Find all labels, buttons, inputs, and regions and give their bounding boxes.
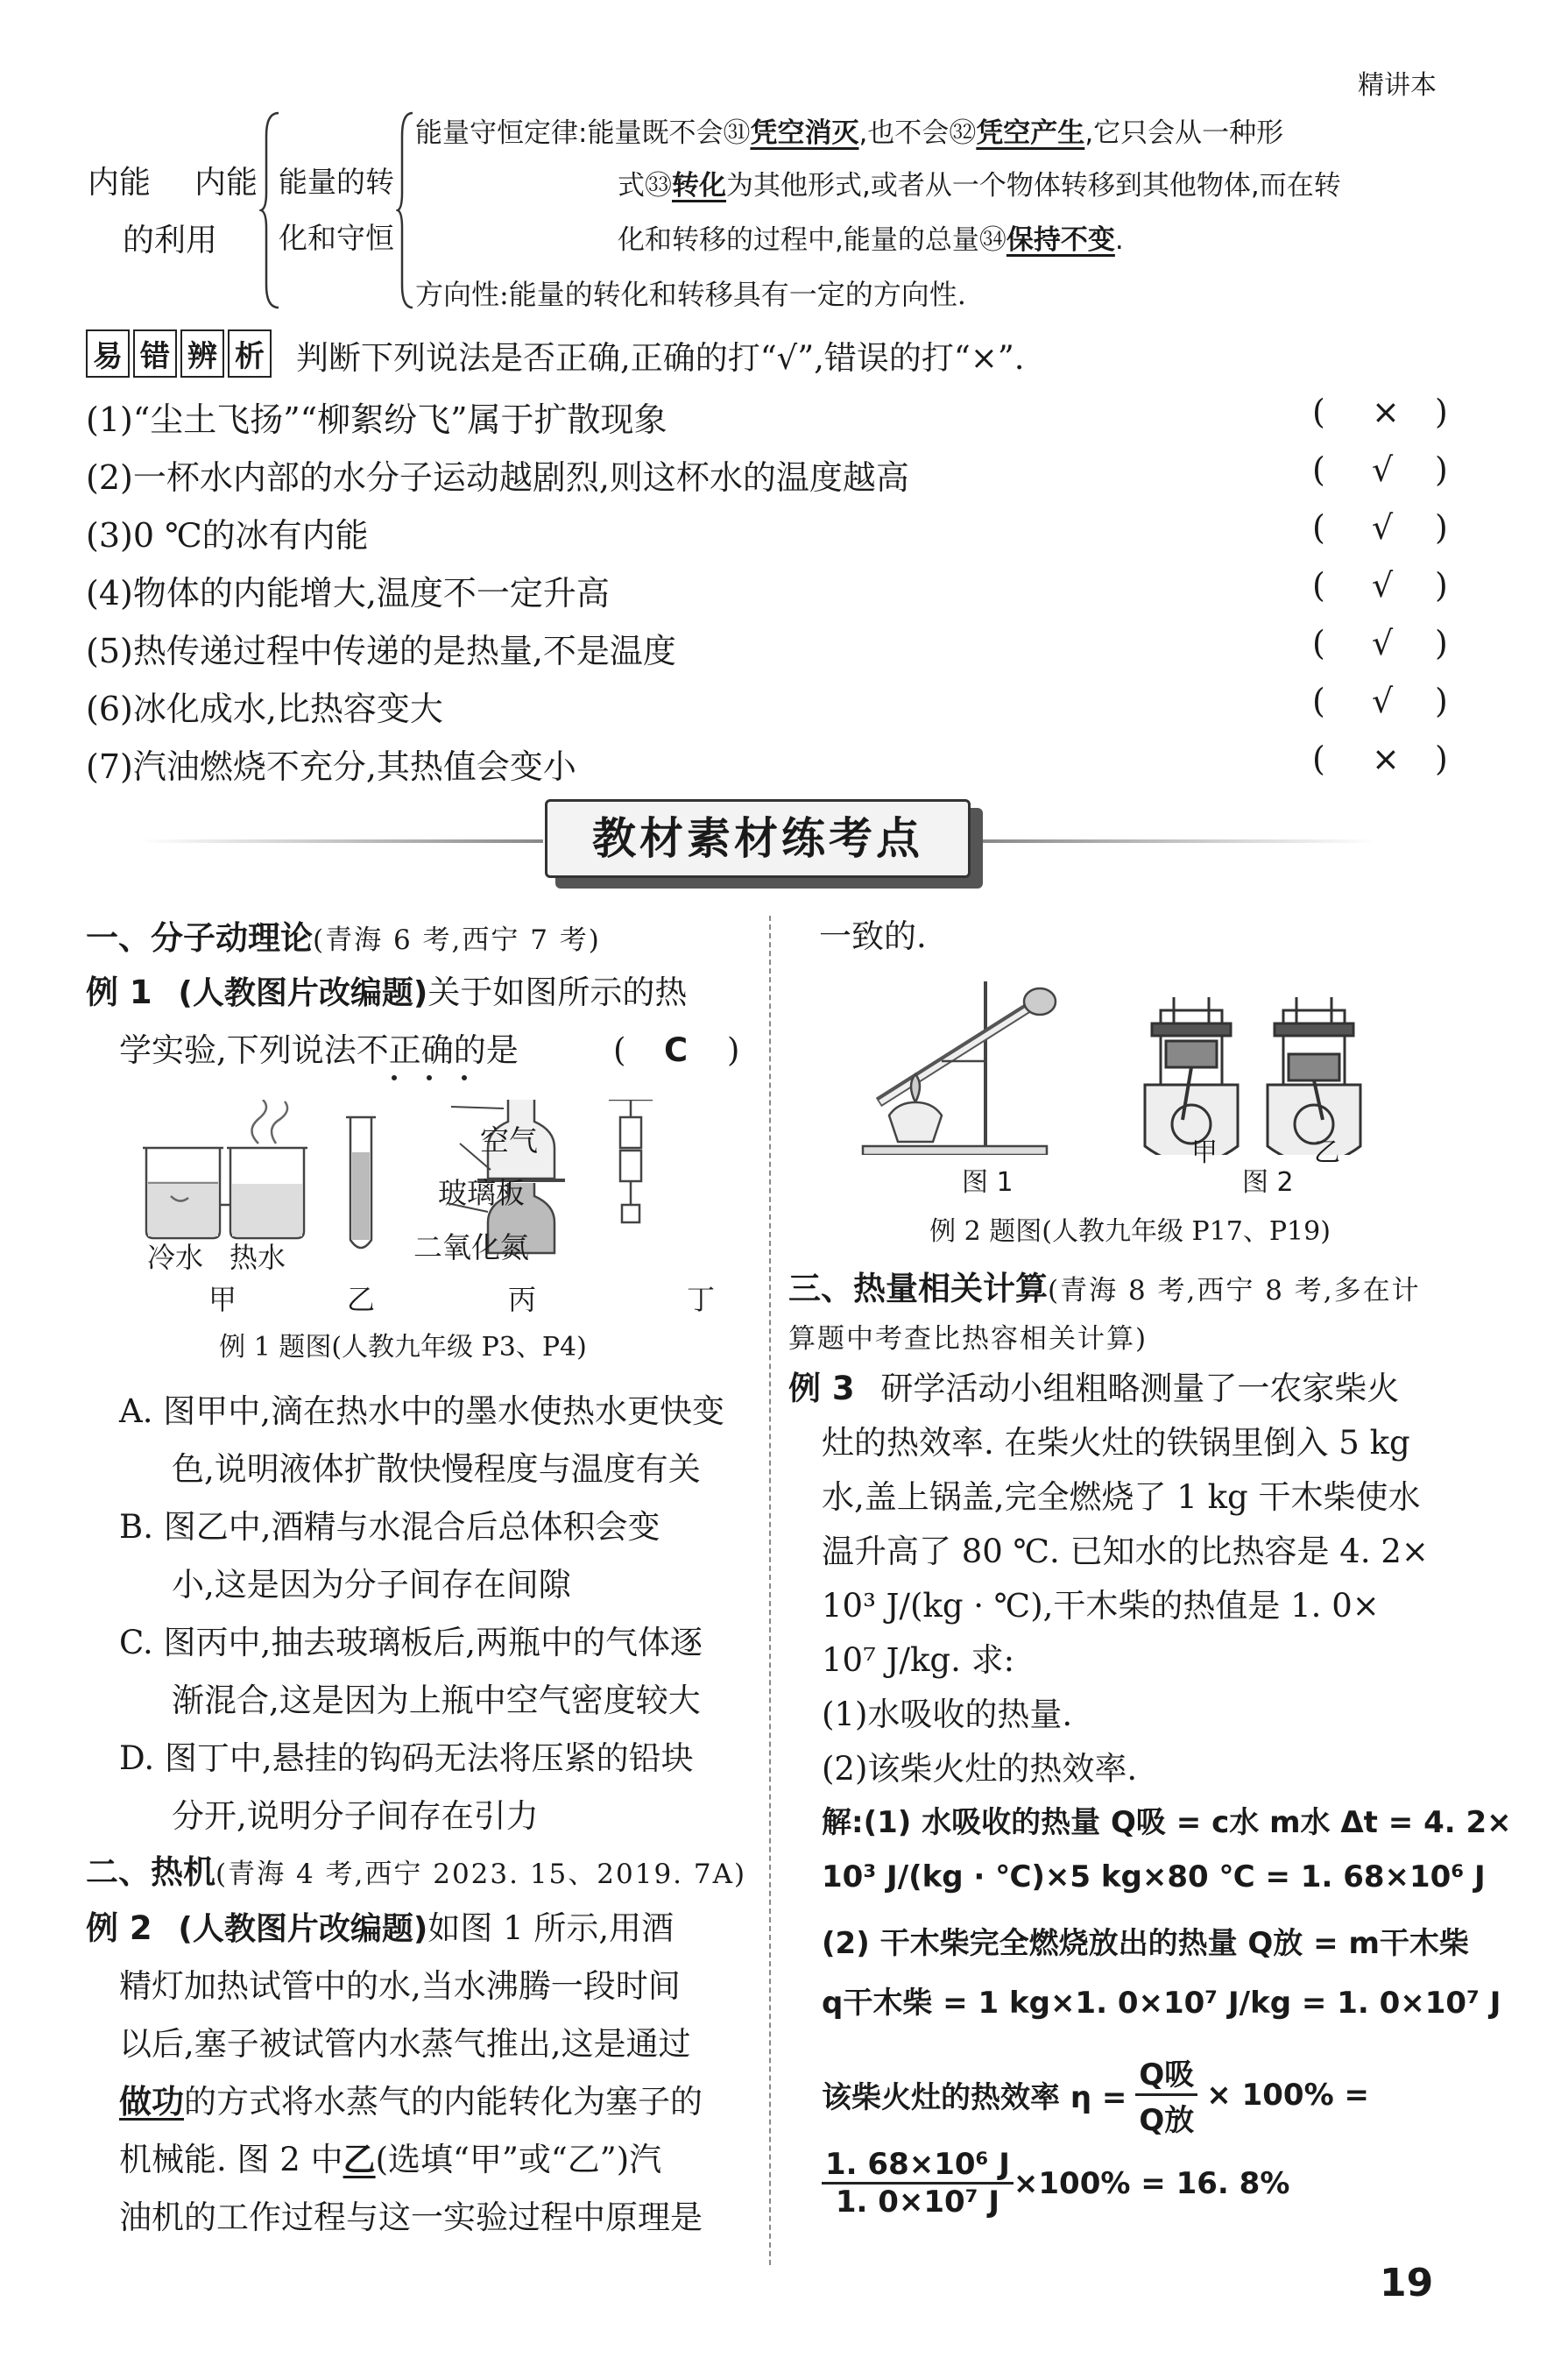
solution-step2-a: (2) 干木柴完全燃烧放出的热量 Q放 = m干木柴 [822,1926,1469,1961]
kp-line3-post: . [1114,224,1124,256]
ex2-text-6: 油机的工作过程与这一实验过程中原理是 [119,2199,703,2236]
paren-close: ) [1435,624,1448,662]
ex1-question-2: 学实验,下列说法不正确的是 [119,1031,519,1069]
error-check-tag [86,329,272,378]
sec3-title: 三、热量相关计算 [788,1270,1048,1307]
solution-step3-c: ×100% = 16. 8% [1013,2165,1290,2201]
ex2-source: (人教图片改编题) [178,1911,428,1947]
tag-char-3: 辨 [180,329,224,378]
sec2-title: 二、热机 [86,1853,215,1891]
sec1-title: 一、分子动理论 [86,919,313,957]
kp-mid2: ,它只会从一种形 [1084,117,1284,149]
column-divider [769,916,771,2265]
page-number: 19 [1380,2261,1434,2305]
solution-step3 [822,2050,1369,2139]
solution-step3-b: × 100% = [1206,2077,1369,2113]
kp-branch-label: 内能 [194,165,258,201]
banner-title: 教材素材练考点 [545,799,971,878]
fraction-denominator: Q放 [1139,2103,1195,2138]
kp-answer-32: 凭空产生 [976,117,1085,149]
fig1-label-cold: 冷水 [147,1241,204,1274]
fig1-label-ding: 丁 [687,1283,716,1316]
option-c-line2: 渐混合,这是因为上瓶中空气密度较大 [172,1682,701,1719]
kp-num-32: ㉜ [949,117,977,149]
ex3-text-2: 灶的热效率. 在柴火灶的铁锅里倒入 5 kg [822,1424,1410,1462]
ex3-text-1: 研学活动小组粗略测量了一农家柴火 [880,1370,1400,1407]
paren-close: ) [1435,450,1448,489]
ex2-label: 例 2 [86,1909,152,1947]
kp-law-line2 [618,159,1341,212]
kp-law-prefix: 能量守恒定律:能量既不会 [415,117,724,149]
error-item-7 [86,740,1448,788]
error-item-1 [86,393,1448,441]
solution-step1-a: (1) 水吸收的热量 Q吸 = c水 m水 Δt = 4. 2× [863,1805,1512,1840]
ex2-continuation: 一致的. [819,917,927,955]
paren-close: ) [1435,682,1448,720]
tag-char-1: 易 [86,329,130,378]
beaker-cold-icon [143,1148,223,1238]
ex2-text-1: 如图 1 所示,用酒 [427,1909,675,1947]
error-item-5 [86,624,1448,672]
solution-label: 解: [822,1805,864,1840]
kp-mid1: ,也不会 [858,117,950,149]
error-item-4 [86,566,1448,614]
efficiency-fraction [1135,2050,1197,2139]
ex3-text-7: (1)水吸收的热量. [822,1696,1073,1733]
banner-rule-left [140,839,543,843]
error-check-instruction: 判断下列说法是否正确,正确的打“√”,错误的打“×”. [296,339,1025,377]
kp-sub-line1: 能量的转 [279,165,394,199]
error-item-text: (6)冰化成水,比热容变大 [86,690,443,728]
fig2-label-yi: 乙 [1314,1137,1340,1168]
fig1-label-bing: 丙 [508,1283,537,1316]
ex2-answer-2: 乙 [343,2141,376,2178]
fig2-label-1: 图 1 [962,1167,1014,1198]
ex3-label: 例 3 [788,1370,855,1407]
error-mark: × [1372,740,1400,778]
ex3-text-3: 水,盖上锅盖,完全燃烧了 1 kg 干木柴使水 [822,1478,1421,1516]
kp-num-31: ㉛ [723,117,751,149]
option-b-line1: B. 图乙中,酒精与水混合后总体积会变 [119,1508,660,1546]
fraction-numerator: Q吸 [1135,2050,1197,2096]
ex1-line2 [119,1022,519,1080]
error-mark: √ [1372,566,1394,605]
kp-law-line1 [415,107,1283,159]
error-item-2 [86,450,1448,499]
option-d-line1: D. 图丁中,悬挂的钩码无法将压紧的铅块 [119,1739,694,1777]
kp-answer-34: 保持不变 [1006,224,1115,256]
kp-direction: 方向性:能量的转化和转移具有一定的方向性. [415,278,966,311]
option-a-line2: 色,说明液体扩散快慢程度与温度有关 [172,1450,701,1488]
fig2-label-jia: 甲 [1191,1137,1218,1168]
sec3-heading [788,1262,1421,1309]
ex2-text-4: 的方式将水蒸气的内能转化为塞子的 [184,2083,703,2121]
fig2-caption: 例 2 题图(人教九年级 P17、P19) [929,1216,1331,1247]
paren-open: ( [1312,450,1325,489]
lead-blocks-icon [609,1100,653,1222]
error-item-text: (7)汽油燃烧不充分,其热值会变小 [86,747,576,786]
ex2-answer-1: 做功 [119,2083,184,2121]
paren-open: ( [1312,682,1325,720]
ex2-figure [837,971,1432,1155]
result-denominator: 1. 0×10⁷ J [835,2185,1000,2220]
kp-answer-31: 凭空消灭 [750,117,859,149]
fig1-label-jia: 甲 [208,1283,237,1316]
fig1-label-yi: 乙 [347,1283,376,1316]
error-mark: × [1372,393,1400,431]
alcohol-lamp-heating-icon [863,981,1056,1155]
kp-root-line2: 的利用 [123,223,218,258]
paren-open: ( [1312,566,1325,605]
kp-brace-2 [396,110,415,311]
ex2-line5 [119,2131,661,2189]
sec3-source-2: 算题中考查比热容相关计算) [788,1323,1148,1355]
fig2-label-2: 图 2 [1242,1167,1294,1198]
test-tube-icon [346,1117,376,1248]
error-item-3 [86,508,1448,556]
paren-open: ( [1312,740,1325,778]
kp-num-33: ㉝ [645,170,672,202]
paren-open: ( [1312,393,1325,431]
paren-open: ( [1312,624,1325,662]
fig1-caption: 例 1 题图(人教九年级 P3、P4) [219,1332,587,1363]
sec1-source: (青海 6 考,西宁 7 考) [313,924,601,956]
tag-char-4: 析 [228,329,272,378]
ex2-text-3: 以后,塞子被试管内水蒸气推出,这是通过 [119,2025,691,2063]
error-item-6 [86,682,1448,730]
ex3-text-5: 10³ J/(kg · ℃),干木柴的热值是 1. 0× [822,1587,1380,1625]
result-numerator: 1. 68×10⁶ J [822,2147,1014,2185]
beaker-hot-icon [220,1100,307,1238]
ex3-line1 [788,1360,1399,1418]
paren-close: ) [1435,508,1448,547]
solution-step3-a: 该柴火灶的热效率 η = [822,2080,1127,2115]
ex2-text-2: 精灯加热试管中的水,当水沸腾一段时间 [119,1967,681,2005]
ex2-line1 [86,1900,674,1958]
error-mark: √ [1372,450,1394,489]
error-item-text: (4)物体的内能增大,温度不一定升高 [86,574,610,613]
fig1-label-glass: 玻璃板 [438,1176,525,1210]
paren-close: ) [1435,740,1448,778]
fig1-label-air: 空气 [480,1123,538,1158]
error-item-text: (1)“尘土飞扬”“柳絮纷飞”属于扩散现象 [86,400,667,439]
ex3-text-8: (2)该柴火灶的热效率. [822,1750,1138,1788]
kp-answer-33: 转化 [672,170,726,202]
sec1-heading [86,911,601,959]
sec2-source: (青海 4 考,西宁 2023. 15、2019. 7A) [215,1859,747,1890]
error-mark: √ [1372,624,1394,662]
option-c-line1: C. 图丙中,抽去玻璃板后,两瓶中的气体逐 [119,1624,703,1661]
solution-step1-b: 10³ J/(kg · ℃)×5 kg×80 ℃ = 1. 68×10⁶ J [822,1859,1486,1894]
error-item-text: (3)0 ℃的冰有内能 [86,516,369,555]
ex3-text-4: 温升高了 80 ℃. 已知水的比热容是 4. 2× [822,1533,1429,1570]
ex1-emphasis-dots [385,1073,482,1083]
solution-step2-b: q干木柴 = 1 kg×1. 0×10⁷ J/kg = 1. 0×10⁷ J [822,1986,1501,2021]
kp-law-line3 [618,214,1124,266]
fig1-label-no2: 二氧化氮 [413,1230,529,1264]
kp-sub-line2: 化和守恒 [279,221,394,255]
option-b-line2: 小,这是因为分子间存在间隙 [172,1566,571,1604]
sec2-heading [86,1845,746,1893]
error-mark: √ [1372,682,1394,720]
ex2-text-5a: 机械能. 图 2 中 [119,2141,343,2178]
ex2-text-5b: (选填“甲”或“乙”)汽 [375,2141,662,2178]
kp-line3-pre: 化和转移的过程中,能量的总量 [618,224,979,256]
ex1-answer: C [664,1031,689,1069]
error-item-text: (2)一杯水内部的水分子运动越剧烈,则这杯水的温度越高 [86,458,909,497]
kp-line2-pre: 式 [618,170,645,202]
paren-open: ( [1312,508,1325,547]
ex1-question-1: 关于如图所示的热 [427,974,688,1011]
option-a-line1: A. 图甲中,滴在热水中的墨水使热水更快变 [119,1392,725,1430]
ex1-label: 例 1 [86,974,152,1011]
kp-brace-1 [259,110,282,311]
result-fraction [822,2147,1014,2220]
ex1-source: (人教图片改编题) [178,975,428,1011]
ex1-line1 [86,964,687,1023]
page-header-label: 精讲本 [1358,70,1437,101]
banner-rule-right [981,839,1375,843]
ex2-line4 [119,2073,703,2131]
paren-close: ) [1435,393,1448,431]
kp-num-34: ㉞ [978,224,1006,256]
error-item-text: (5)热传递过程中传递的是热量,不是温度 [86,632,676,670]
error-mark: √ [1372,508,1394,547]
option-d-line2: 分开,说明分子间存在引力 [172,1797,539,1835]
sec3-source-1: (青海 8 考,西宁 8 考,多在计 [1048,1275,1421,1306]
ex3-text-6: 10⁷ J/kg. 求: [822,1641,1015,1679]
fig1-label-hot: 热水 [230,1241,286,1274]
solution-line1 [822,1798,1512,1841]
kp-root-line1: 内能 [88,165,152,201]
kp-line2-post: 为其他形式,或者从一个物体转移到其他物体,而在转 [726,170,1341,202]
tag-char-2: 错 [133,329,177,378]
paren-close: ) [1435,566,1448,605]
solution-step3-result [822,2147,1289,2220]
